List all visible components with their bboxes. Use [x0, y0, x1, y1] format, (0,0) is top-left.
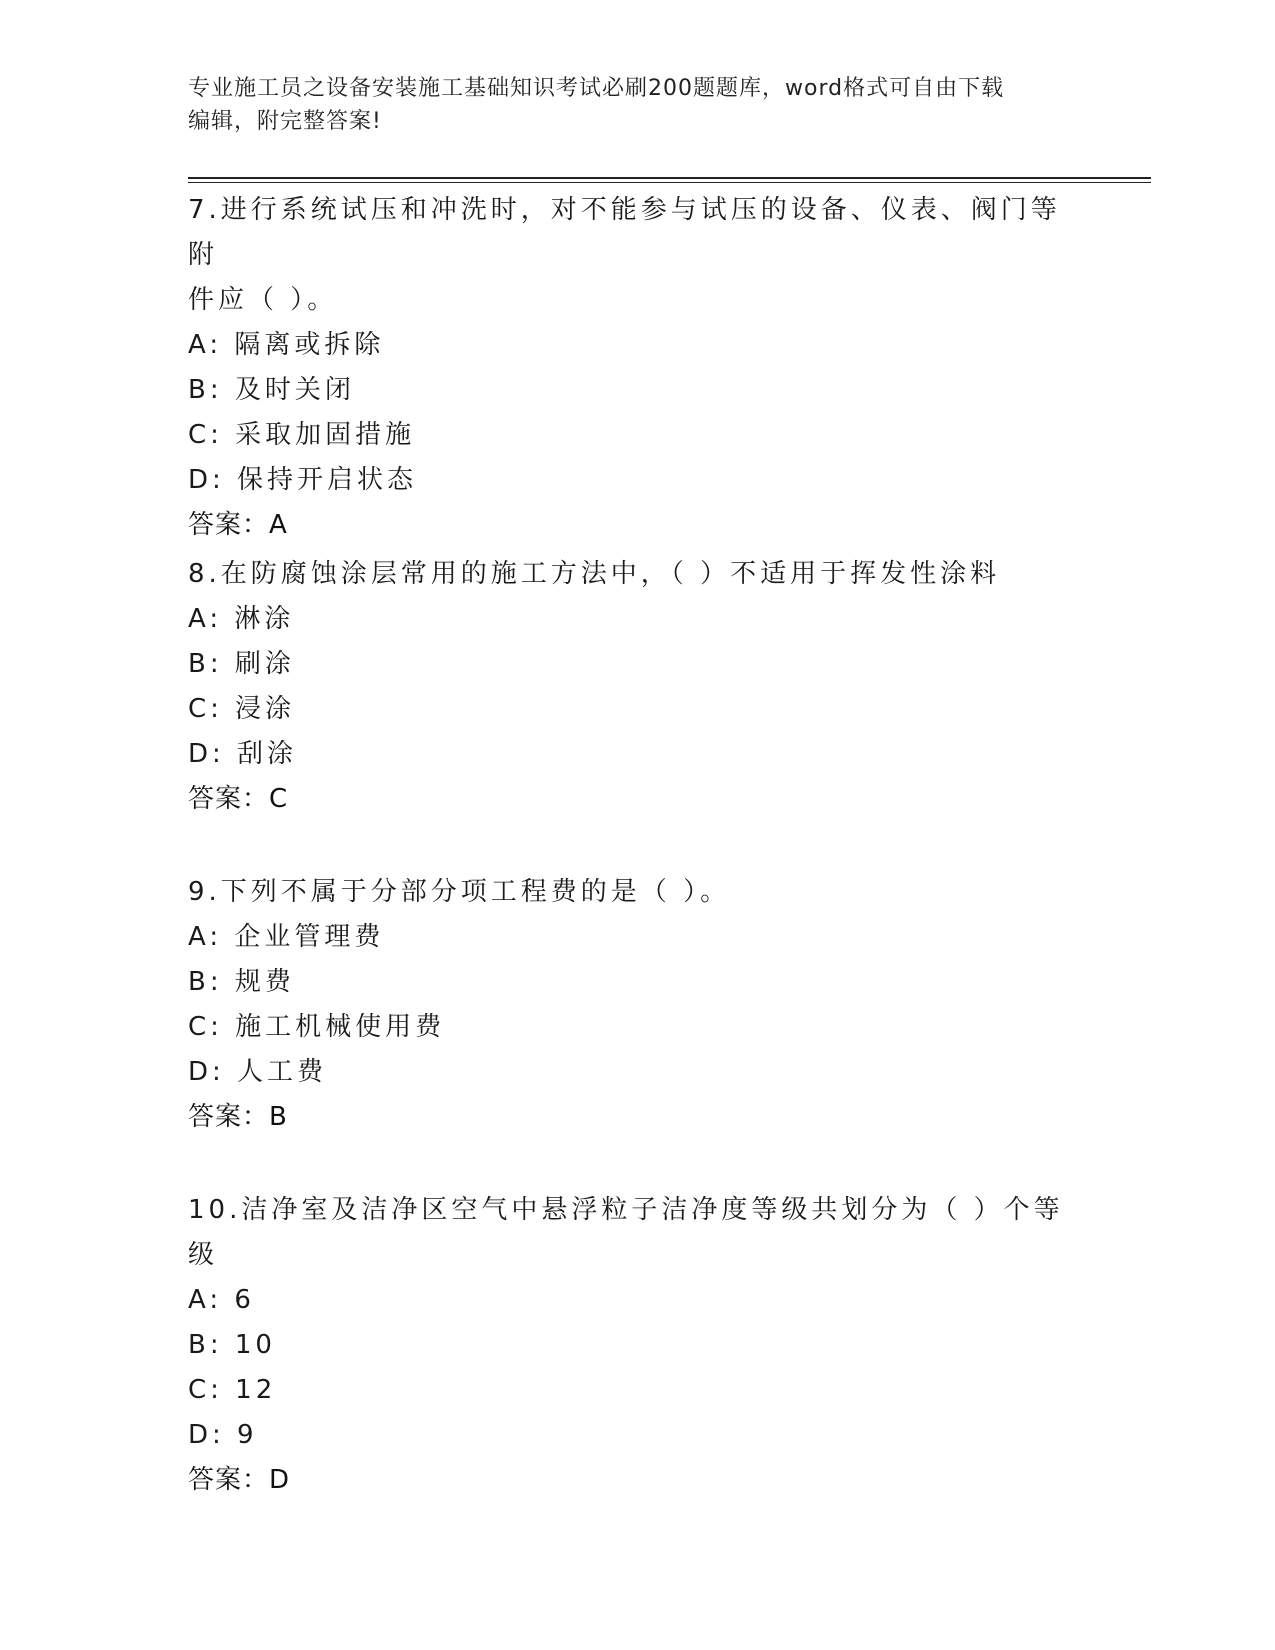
header-title-line2: 编辑，附完整答案!: [188, 109, 382, 134]
option-b: B: 及时关闭: [188, 375, 355, 405]
question-10: [188, 1188, 1088, 1503]
question-stem: 8.在防腐蚀涂层常用的施工方法中，（ ）不适用于挥发性涂料: [188, 559, 1001, 589]
option-a: A: 隔离或拆除: [188, 330, 385, 360]
option-a: A: 6: [188, 1285, 255, 1315]
option-d: D: 人工费: [188, 1057, 328, 1087]
header-title-line1: 专业施工员之设备安装施工基础知识考试必刷200题题库，word格式可自由下载: [188, 76, 1005, 101]
option-a: A: 企业管理费: [188, 922, 385, 952]
option-d: D: 保持开启状态: [188, 465, 418, 495]
option-a: A: 淋涂: [188, 604, 295, 634]
answer: 答案：A: [188, 510, 288, 540]
question-stem-continued: 件应（ ）。: [188, 285, 338, 315]
option-b: B: 规费: [188, 967, 295, 997]
question-stem: 7.进行系统试压和冲洗时，对不能参与试压的设备、仪表、阀门等附: [188, 195, 1061, 270]
question-9: [188, 870, 1088, 1140]
option-c: C: 12: [188, 1375, 277, 1405]
option-d: D: 9: [188, 1420, 258, 1450]
option-d: D: 刮涂: [188, 739, 298, 769]
option-c: C: 采取加固措施: [188, 420, 416, 450]
header-divider-thick: [188, 177, 1151, 179]
question-stem: 9.下列不属于分部分项工程费的是（ ）。: [188, 877, 731, 907]
option-b: B: 刷涂: [188, 649, 295, 679]
option-c: C: 浸涂: [188, 694, 296, 724]
answer: 答案：B: [188, 1102, 288, 1132]
question-8: [188, 552, 1088, 822]
answer: 答案：D: [188, 1465, 291, 1495]
option-b: B: 10: [188, 1330, 276, 1360]
option-c: C: 施工机械使用费: [188, 1012, 446, 1042]
question-7: [188, 188, 1088, 548]
header-divider-thin: [188, 182, 1151, 183]
document-header: [188, 72, 1088, 138]
question-stem: 10.洁净室及洁净区空气中悬浮粒子洁净度等级共划分为（ ）个等级: [188, 1195, 1064, 1270]
answer: 答案：C: [188, 784, 289, 814]
